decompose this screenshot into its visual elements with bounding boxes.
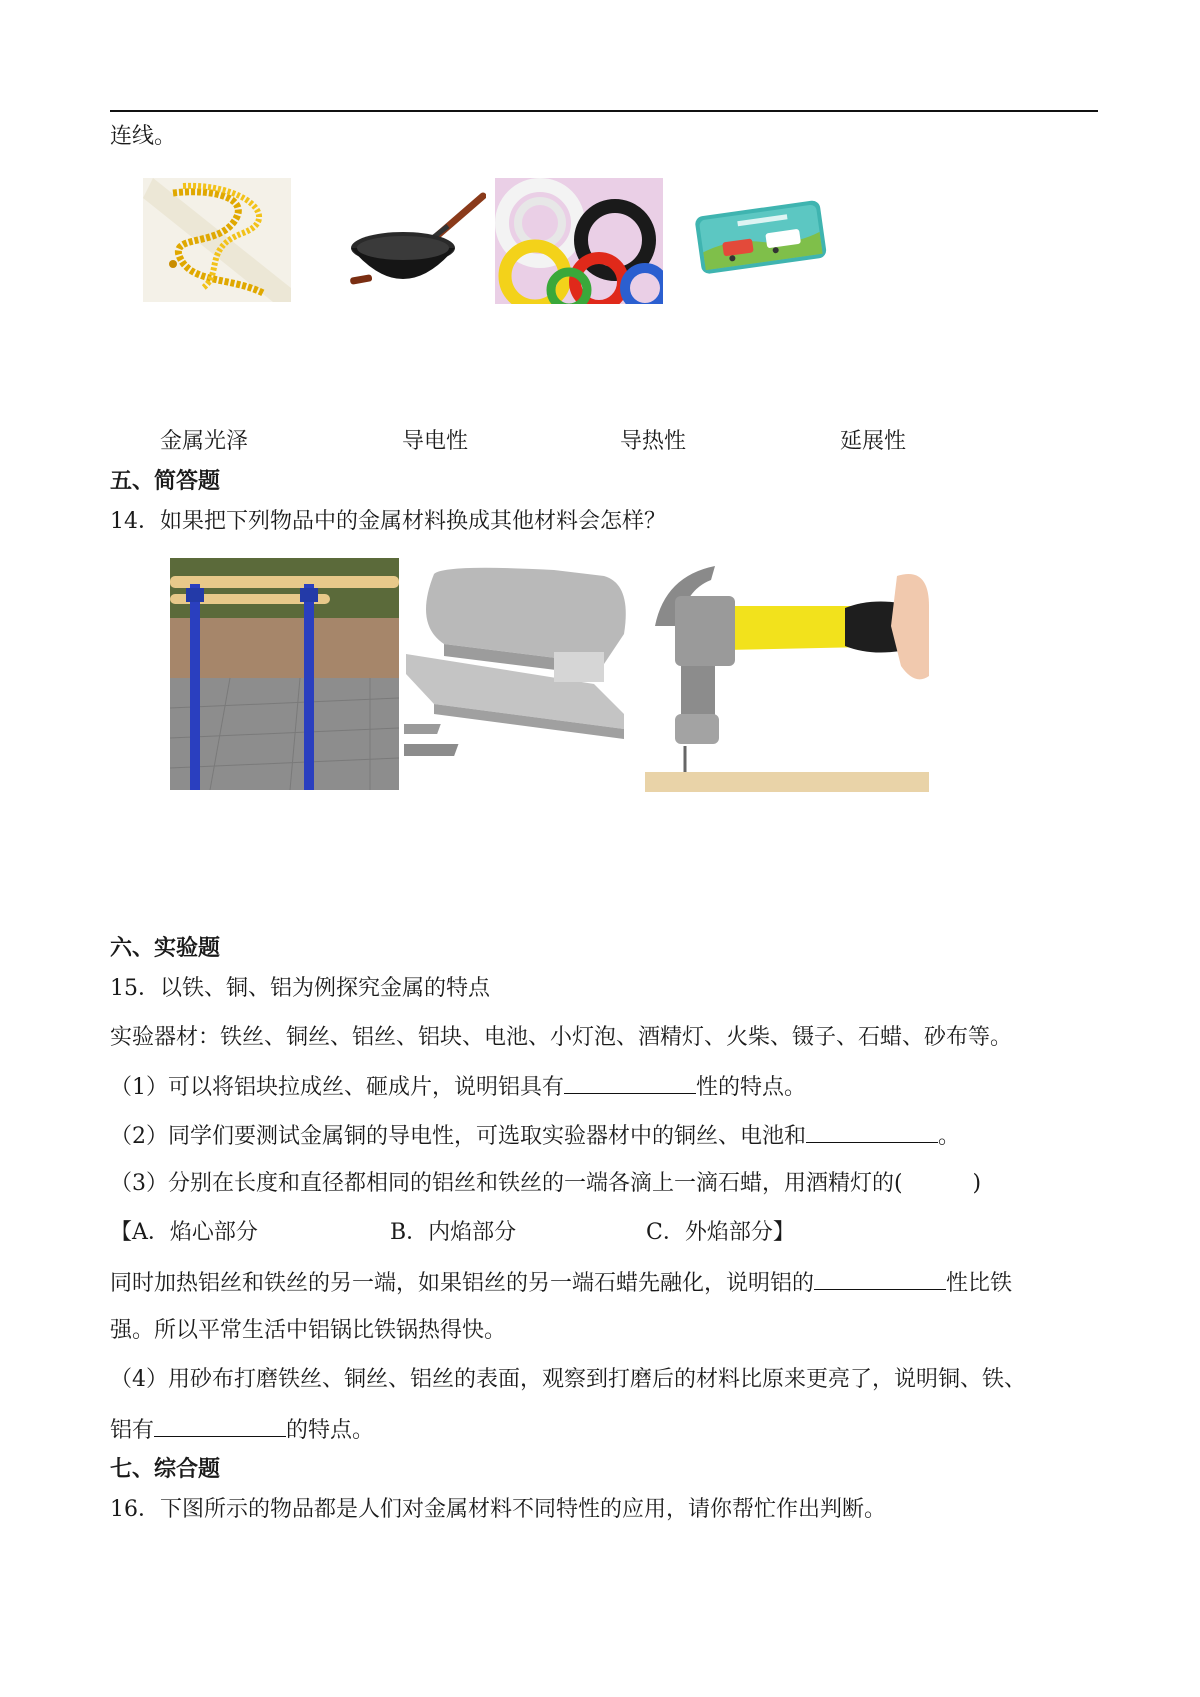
stapler-image [404,564,644,784]
gold-necklace-image [143,178,291,302]
question-15-part-4-line-2 [110,1414,374,1446]
question-15-part-3-line-2 [110,1267,1012,1299]
pencil-box-image [692,182,832,296]
question-14: 14．如果把下列物品中的金属材料换成其他材料会怎样？ [110,509,666,534]
q15-part2-text-b: 。 [938,1124,961,1149]
q15-part4-text-a: 铝有 [110,1418,155,1443]
property-label-luster: 金属光泽 [160,429,249,454]
q15-part1-text-b: 性的特点。 [696,1075,807,1100]
section-five-title: 五、简答题 [110,469,221,494]
hammer-image [645,566,929,792]
q15-part3-text-b: 性比铁 [946,1271,1013,1296]
parallel-bars-image [170,558,399,790]
q15-part4-blank[interactable] [154,1414,286,1437]
q15-part2-blank[interactable] [806,1120,938,1143]
q15-part3-text-a: 同时加热铝丝和铁丝的另一端，如果铝丝的另一端石蜡先融化，说明铝的 [110,1271,815,1296]
q15-part3-blank[interactable] [814,1267,946,1290]
question-15-title: 15．以铁、铜、铝为例探究金属的特点 [110,976,490,1001]
property-label-conductivity: 导电性 [402,429,469,454]
q15-option-c: C．外焰部分】 [646,1220,795,1245]
question-15-materials: 实验器材：铁丝、铜丝、铝丝、铝块、电池、小灯泡、酒精灯、火柴、镊子、石蜡、砂布等。 [110,1025,1013,1050]
q15-part1-blank[interactable] [564,1071,696,1094]
q15-part1-text-a: （1）可以将铝块拉成丝、砸成片，说明铝具有 [110,1075,564,1100]
question-15-part-1 [110,1071,806,1103]
q15-part2-text-a: （2）同学们要测试金属铜的导电性，可选取实验器材中的铜丝、电池和 [110,1124,806,1149]
q15-option-a: 【A．焰心部分 [110,1220,258,1245]
connect-instruction: 连线。 [110,124,177,149]
electric-wires-image [495,178,663,304]
property-label-ductility: 延展性 [840,429,907,454]
wok-image [348,190,486,298]
property-label-thermal: 导热性 [620,429,687,454]
section-six-title: 六、实验题 [110,936,221,961]
header-rule [110,110,1098,112]
question-15-part-4-line-1: （4）用砂布打磨铁丝、铜丝、铝丝的表面，观察到打磨后的材料比原来更亮了，说明铜、铁、 [110,1367,1027,1392]
question-16: 16．下图所示的物品都是人们对金属材料不同特性的应用，请你帮忙作出判断。 [110,1497,886,1522]
question-15-part-3-line-3: 强。所以平常生活中铝锅比铁锅热得快。 [110,1318,507,1343]
q15-part4-text-b: 的特点。 [286,1418,375,1443]
question-15-part-2 [110,1120,960,1152]
section-seven-title: 七、综合题 [110,1457,221,1482]
question-15-part-3: （3）分别在长度和直径都相同的铝丝和铁丝的一端各滴上一滴石蜡，用酒精灯的( ) [110,1171,982,1196]
q15-option-b: B．内焰部分 [390,1220,517,1245]
